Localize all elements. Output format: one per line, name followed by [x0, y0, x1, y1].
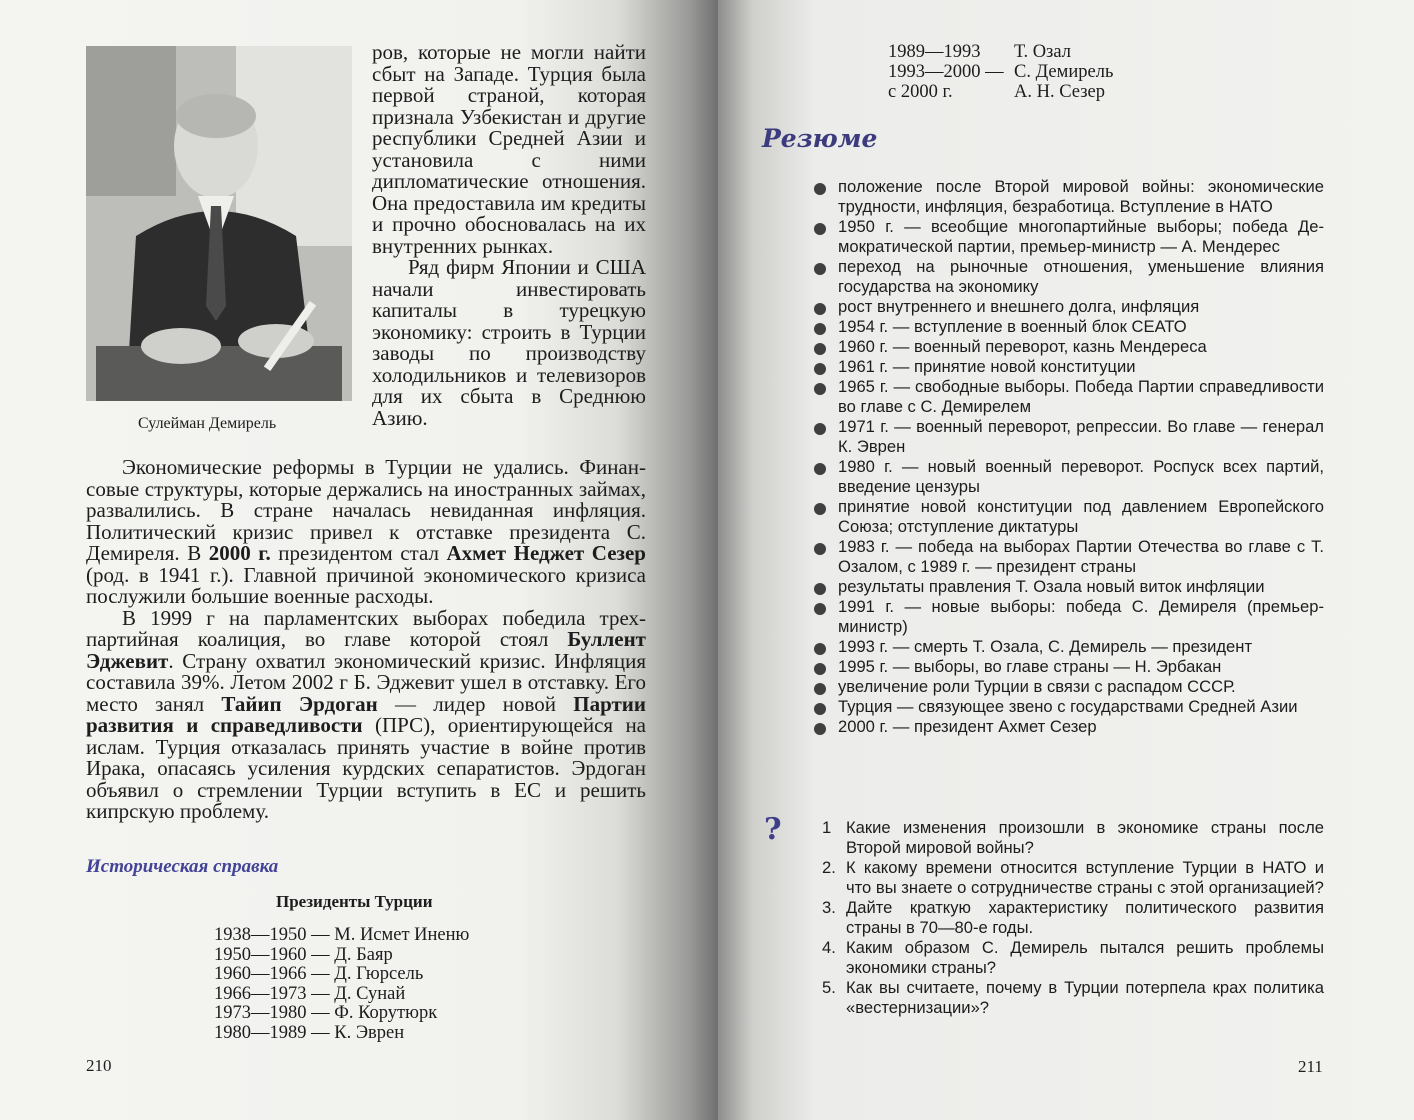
summary-item: 2000 г. — президент Ахмет Сезер	[812, 717, 1324, 737]
president-row: 1973—1980 — Ф. Корутюрк	[214, 1003, 438, 1024]
president-row: 1938—1950 — М. Исмет Иненю	[214, 925, 470, 945]
question-number: 1	[822, 818, 832, 837]
summary-item: Турция — связующее звено с государствами Средней Азии	[812, 697, 1324, 717]
question-item	[812, 978, 1324, 1018]
question-text: Какие изменения произошли в экономике страны после Второй мировой войны?	[846, 818, 1324, 857]
president-row: 1966—1973 — Д. Сунай	[214, 983, 406, 1004]
question-number: 4.	[822, 938, 836, 957]
summary-list	[812, 177, 1324, 737]
president-years: 1989—1993	[888, 42, 981, 62]
president-row: 1950—1960 — Д. Баяр	[214, 944, 393, 965]
question-text: К какому времени относится вступление Турции в НАТО и что вы знаете о сотрудничестве страны с этой организацией?	[846, 858, 1324, 897]
president-name: С. Демирель	[1014, 62, 1114, 82]
president-name: Т. Озал	[1014, 42, 1071, 62]
questions-list	[812, 818, 1324, 1018]
presidents-list	[214, 926, 469, 1044]
question-number: 3.	[822, 898, 836, 917]
question-text: Каким образом С. Демирель пытался решить проблемы экономики страны?	[846, 938, 1324, 977]
portrait-image	[86, 46, 352, 401]
photo-caption: Сулейман Демирель	[138, 415, 277, 432]
president-years: с 2000 г.	[888, 82, 953, 102]
president-row	[888, 62, 1113, 82]
paragraph-politics: В 1999 г на парламентских выборах победила трехпартийная коалиция, во главе которой стоял Буллент Эджевит. Страну охватил экономический кризис. Инфляция составила 39%. Летом 2002 г Б. Эджевит ушел в отставку. Его место занял Тайип Эрдоган — лидер новой Партии развития и справедливости (ПРС), ориентирующейся на ислам. Турция отказалась принять участие в войне против Ирака, опасаясь усиления курдских сепаратистов. Эрдоган объявил о стремлении Турции вступить в ЕС и решить кипрскую проблему.	[86, 605, 646, 823]
president-row: 1960—1966 — Д. Гюрсель	[214, 964, 424, 985]
president-row	[888, 42, 1113, 62]
presidents-list-continued	[888, 42, 1113, 102]
question-item	[812, 818, 1324, 858]
summary-heading: Резюме	[762, 124, 878, 153]
historical-note-heading: Историческая справка	[86, 856, 279, 877]
presidents-heading: Президенты Турции	[276, 892, 433, 911]
summary-item: 1961 г. — принятие новой конституции	[812, 357, 1324, 377]
summary-item: 1980 г. — новый военный переворот. Роспуск всех партий, введение цензуры	[812, 457, 1324, 497]
wrapped-text-column	[372, 42, 646, 429]
main-text-column	[86, 457, 646, 823]
paragraph-economy: Экономические реформы в Турции не удались. Финансовые структуры, которые держались на иностранных займах, развалились. В стране началась невиданная инфляция. Политический кризис привел к отставке президента С. Демиреля. В 2000 г. президентом стал Ахмет Неджет Сезер (род. в 1941 г.). Главной причиной экономического кризиса послужили большие военные расходы.	[86, 455, 646, 608]
page-number-right: 211	[1298, 1057, 1323, 1076]
summary-item: 1954 г. — вступление в военный блок СЕАТО	[812, 317, 1324, 337]
question-item	[812, 938, 1324, 978]
summary-item: принятие новой конституции под давлением Европейского Союза; отступление диктатуры	[812, 497, 1324, 537]
summary-item: 1993 г. — смерть Т. Озала, С. Демирель — президент	[812, 637, 1324, 657]
question-number: 2.	[822, 858, 836, 877]
summary-item: 1950 г. — всеобщие многопартийные выборы; победа Демократической партии, премьер-министр — А. Мендерес	[812, 217, 1324, 257]
page-number-left: 210	[86, 1056, 112, 1075]
summary-item: рост внутреннего и внешнего долга, инфляция	[812, 297, 1324, 317]
president-row	[888, 82, 1113, 102]
question-item	[812, 858, 1324, 898]
question-item	[812, 898, 1324, 938]
question-text: Как вы считаете, почему в Турции потерпела крах политика «вестернизации»?	[846, 978, 1324, 1017]
summary-item: переход на рыночные отношения, уменьшение влияния государства на экономику	[812, 257, 1324, 297]
summary-item: результаты правления Т. Озала новый виток инфляции	[812, 577, 1324, 597]
question-number: 5.	[822, 978, 836, 997]
president-name: А. Н. Сезер	[1014, 82, 1105, 102]
summary-item: положение после Второй мировой войны: экономические трудности, инфляция, безработица. Вступление в НАТО	[812, 177, 1324, 217]
summary-item: 1991 г. — новые выборы: победа С. Демиреля (премьер-министр)	[812, 597, 1324, 637]
summary-item: 1983 г. — победа на выборах Партии Отечества во главе с Т. Озалом, с 1989 г. — президент страны	[812, 537, 1324, 577]
portrait-photo	[86, 46, 352, 401]
question-text: Дайте краткую характеристику политического развития страны в 70—80-е годы.	[846, 898, 1324, 937]
paragraph-wrap-1: ров, которые не могли найти сбыт на Западе. Турция была первой страной, которая признала Узбекистан и другие республики Средней Азии и установила с ними дипломатические отношения. Она предоставила им кредиты и прочно обосновалась на их внутренних рынках.	[372, 40, 646, 258]
summary-item: увеличение роли Турции в связи с распадом СССР.	[812, 677, 1324, 697]
president-years: 1993—2000 —	[888, 62, 1004, 82]
summary-item: 1960 г. — военный переворот, казнь Мендереса	[812, 337, 1324, 357]
summary-item: 1995 г. — выборы, во главе страны — Н. Эрбакан	[812, 657, 1324, 677]
question-mark-icon: ?	[764, 812, 782, 847]
summary-item: 1971 г. — военный переворот, репрессии. Во главе — генерал К. Эврен	[812, 417, 1324, 457]
paragraph-wrap-2: Ряд фирм Японии и США начали инвестировать капиталы в турецкую экономику: строить в Турции заводы по производству холодильников и телевизоров для их сбыта в Среднюю Азию.	[372, 255, 646, 430]
summary-item: 1965 г. — свободные выборы. Победа Партии справедливости во главе с С. Демирелем	[812, 377, 1324, 417]
president-row: 1980—1989 — К. Эврен	[214, 1022, 405, 1043]
